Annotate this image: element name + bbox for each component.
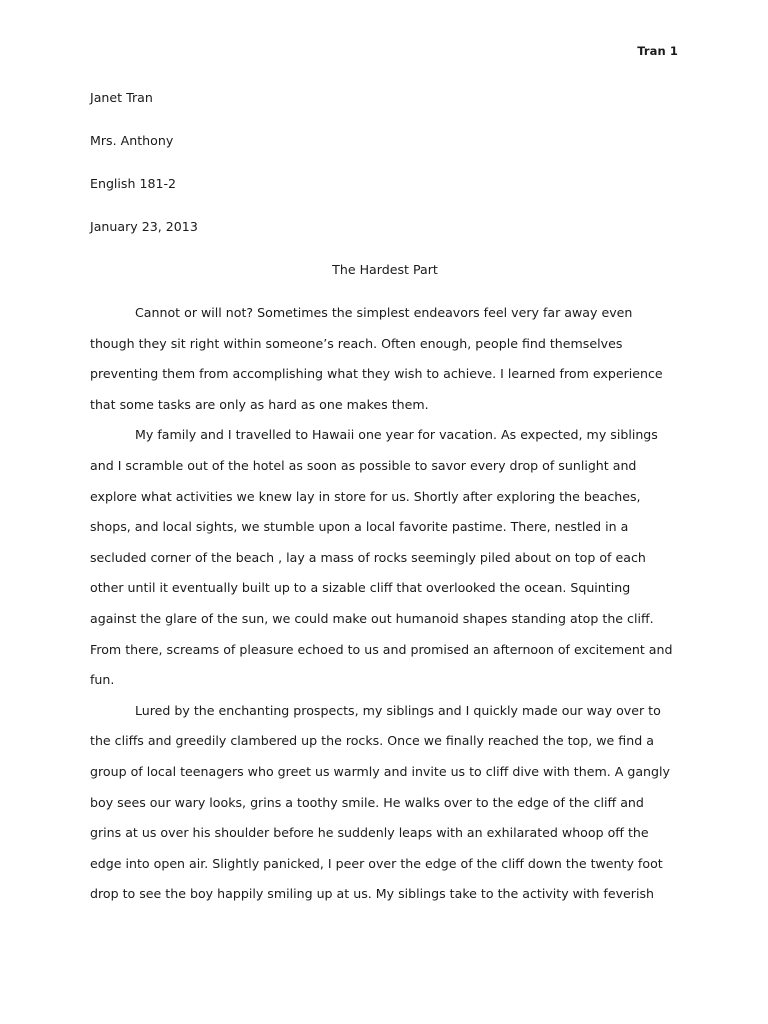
essay-body bbox=[90, 303, 678, 915]
paragraph-line: secluded corner of the beach , lay a mass of rocks seemingly piled about on top of each bbox=[90, 549, 646, 565]
paragraph-line: preventing them from accomplishing what they wish to achieve. I learned from experience bbox=[90, 366, 663, 382]
paragraph-line: Lured by the enchanting prospects, my siblings and I quickly made our way over to bbox=[135, 702, 661, 718]
paragraph-line: against the glare of the sun, we could make out humanoid shapes standing atop the cliff. bbox=[90, 610, 654, 626]
paragraph-line: drop to see the boy happily smiling up at us. My siblings take to the activity with feverish bbox=[90, 886, 654, 902]
paragraph-line: edge into open air. Slightly panicked, I peer over the edge of the cliff down the twenty foot bbox=[90, 855, 663, 871]
paragraph-line: My family and I travelled to Hawaii one year for vacation. As expected, my siblings bbox=[135, 427, 658, 443]
paragraph-line: fun. bbox=[90, 672, 115, 688]
course-name: English 181-2 bbox=[90, 176, 177, 191]
paragraph-line: grins at us over his shoulder before he suddenly leaps with an exhilarated whoop off the bbox=[90, 825, 649, 841]
essay-date: January 23, 2013 bbox=[90, 219, 198, 234]
paragraph-line: group of local teenagers who greet us warmly and invite us to cliff dive with them. A gangly bbox=[90, 763, 670, 779]
essay-title: The Hardest Part bbox=[332, 262, 438, 277]
instructor-name: Mrs. Anthony bbox=[90, 133, 174, 148]
paragraph-line: that some tasks are only as hard as one makes them. bbox=[90, 396, 429, 412]
paragraph-line: From there, screams of pleasure echoed to us and promised an afternoon of excitement and bbox=[90, 641, 673, 657]
paragraph-line: explore what activities we knew lay in store for us. Shortly after exploring the beaches, bbox=[90, 488, 641, 504]
page-header-label: Tran 1 bbox=[637, 44, 678, 58]
paragraph-line: other until it eventually built up to a sizable cliff that overlooked the ocean. Squinting bbox=[90, 580, 631, 596]
paragraph-line: shops, and local sights, we stumble upon a local favorite pastime. There, nestled in a bbox=[90, 519, 629, 535]
paragraph-line: and I scramble out of the hotel as soon as possible to savor every drop of sunlight and bbox=[90, 457, 637, 473]
paragraph-line: boy sees our wary looks, grins a toothy smile. He walks over to the edge of the cliff and bbox=[90, 794, 644, 810]
paragraph-line: the cliffs and greedily clambered up the rocks. Once we finally reached the top, we find a bbox=[90, 733, 654, 749]
author-name: Janet Tran bbox=[90, 90, 153, 105]
paragraph-line: Cannot or will not? Sometimes the simplest endeavors feel very far away even bbox=[135, 305, 633, 320]
paragraph-line: though they sit right within someone’s reach. Often enough, people find themselves bbox=[90, 335, 623, 351]
mla-heading bbox=[90, 88, 680, 260]
